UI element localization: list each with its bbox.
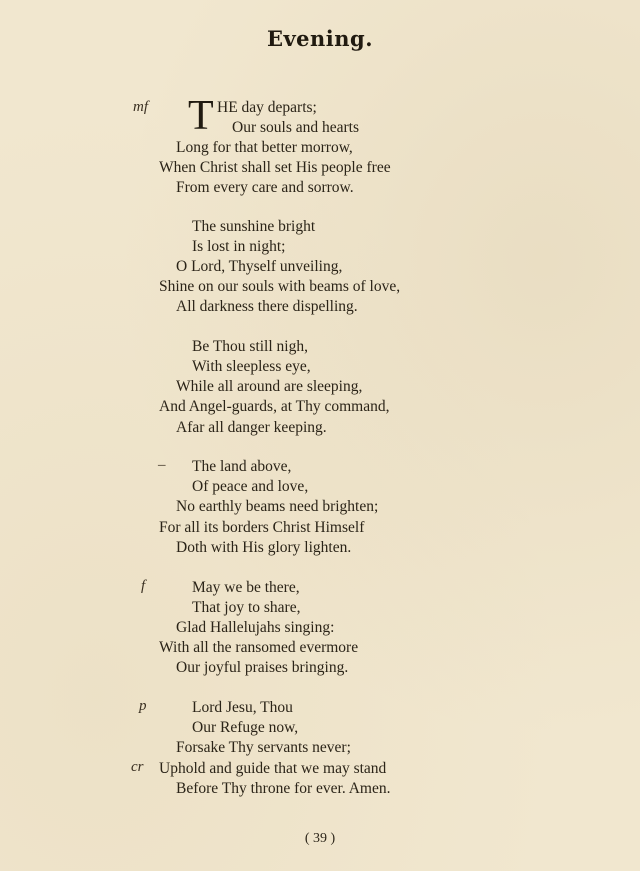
verse-line: Long for that better morrow, [176,139,353,156]
verse-line: Afar all danger keeping. [176,419,327,436]
dynamic-mark-p: p [139,698,147,714]
dynamic-mark-dash: – [158,457,166,473]
verse-line: And Angel-guards, at Thy command, [159,398,390,415]
verse-line: That joy to share, [192,599,301,616]
verse-line: Uphold and guide that we may stand [159,760,387,777]
verse-line: Our Refuge now, [192,719,299,736]
verse-line: Lord Jesu, Thou [192,699,293,716]
verse-line: Doth with His glory lighten. [176,539,352,556]
dynamic-mark-mf: mf [133,99,148,115]
dynamic-mark-cr: cr [131,759,144,775]
page-number: ( 39 ) [304,831,336,846]
verse-line: Is lost in night; [192,238,286,255]
verse-line: Glad Hallelujahs singing: [176,619,335,636]
verse-line: No earthly beams need brighten; [176,498,379,515]
verse-line: With all the ransomed evermore [159,639,359,656]
verse-line: From every care and sorrow. [176,179,354,196]
drop-cap: T [188,93,214,139]
verse-line: While all around are sleeping, [176,378,363,395]
verse-line: Our souls and hearts [232,119,359,136]
verse-line: With sleepless eye, [192,358,311,375]
verse-line: Shine on our souls with beams of love, [159,278,401,295]
verse-line: May we be there, [192,579,300,596]
hymn-title: Evening. [266,26,374,51]
verse-line: Be Thou still nigh, [192,338,308,355]
verse-line: The sunshine bright [192,218,316,235]
verse-line: HE day departs; [217,99,317,116]
verse-line: O Lord, Thyself unveiling, [176,258,343,275]
verse-line: Of peace and love, [192,478,309,495]
verse-line: Before Thy throne for ever. Amen. [176,780,391,797]
verse-line: Our joyful praises bringing. [176,659,349,676]
verse-line: Forsake Thy servants never; [176,739,351,756]
dynamic-mark-f: f [141,578,146,594]
verse-line: All darkness there dispelling. [176,298,358,315]
verse-line: For all its borders Christ Himself [159,519,365,536]
verse-line: The land above, [192,458,292,475]
verse-line: When Christ shall set His people free [159,159,391,176]
